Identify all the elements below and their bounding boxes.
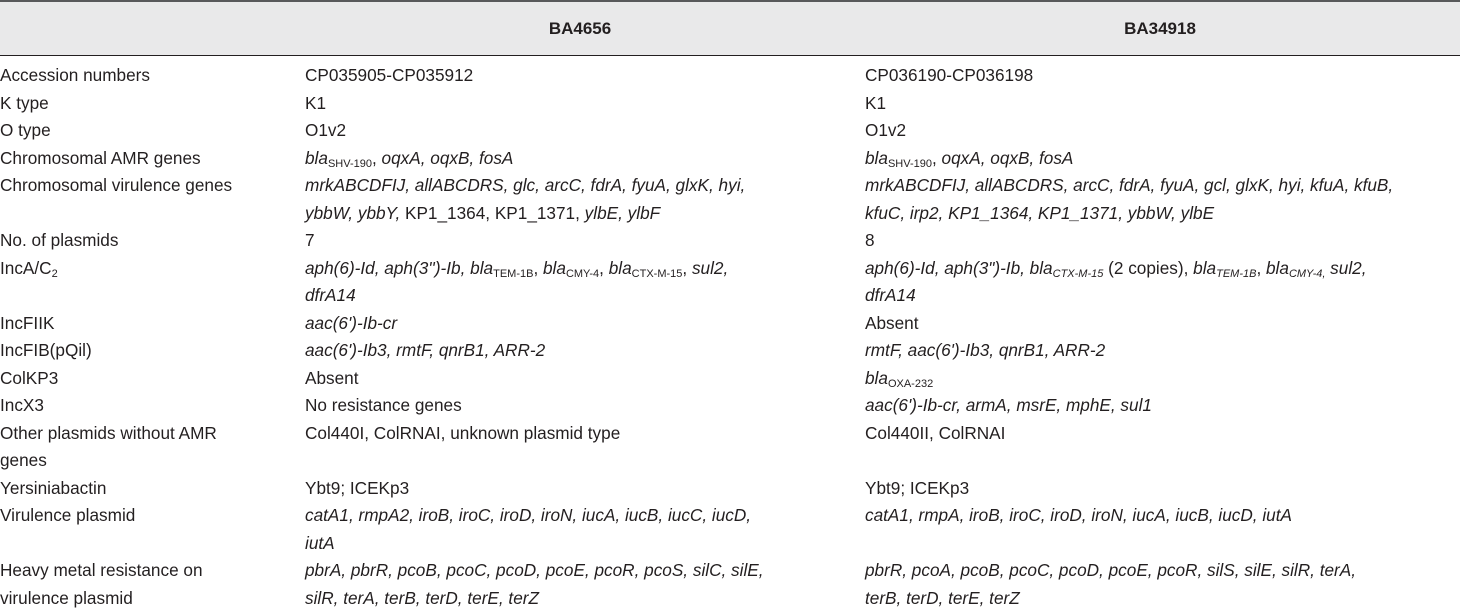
- cell-line: Chromosomal AMR genes: [0, 145, 290, 173]
- cell-text: 8: [865, 230, 875, 250]
- table-row: [0, 145, 1460, 173]
- cell-line: [305, 117, 850, 145]
- cell-strain-1: [305, 502, 850, 557]
- cell-strain-2: [865, 502, 1460, 530]
- cell-text: bla: [609, 258, 632, 278]
- cell-line: IncX3: [0, 392, 290, 420]
- cell-line: [865, 310, 1460, 338]
- cell-text: ,: [932, 148, 942, 168]
- cell-text: O1v2: [865, 120, 906, 140]
- cell-text: kfuC, irp2, KP1_1364, KP1_1371, ybbW, ylbE: [865, 203, 1214, 223]
- cell-text: sul2,: [692, 258, 728, 278]
- cell-line: [305, 255, 850, 283]
- subscript-text: CMY-4,: [1289, 268, 1325, 280]
- cell-text: No resistance genes: [305, 395, 462, 415]
- cell-line: [865, 62, 1460, 90]
- cell-line: [305, 392, 850, 420]
- cell-line: [865, 420, 1460, 448]
- cell-line: Heavy metal resistance on: [0, 557, 290, 585]
- cell-line: [305, 90, 850, 118]
- cell-text: Col440II, ColRNAI: [865, 423, 1005, 443]
- cell-line: [305, 282, 850, 310]
- cell-line: genes: [0, 447, 290, 475]
- cell-text: (2 copies),: [1103, 258, 1193, 278]
- cell-line: O type: [0, 117, 290, 145]
- cell-text: silR, terA, terB, terD, terE, terZ: [305, 588, 539, 608]
- cell-strain-2: [865, 310, 1460, 338]
- cell-line: [305, 585, 850, 612]
- cell-line: No. of plasmids: [0, 227, 290, 255]
- cell-line: [865, 227, 1460, 255]
- cell-text: IncA/C: [0, 258, 52, 278]
- subscript-text: SHV-190: [328, 158, 372, 170]
- table-header: [0, 0, 1460, 56]
- cell-text: bla: [865, 368, 888, 388]
- cell-line: [865, 90, 1460, 118]
- row-label: [0, 365, 290, 393]
- row-label: [0, 337, 290, 365]
- cell-strain-1: [305, 145, 850, 173]
- cell-line: Chromosomal virulence genes: [0, 172, 290, 200]
- table-row: [0, 557, 1460, 612]
- cell-strain-1: [305, 420, 850, 448]
- subscript-text: TEM-1B: [1216, 268, 1256, 280]
- subscript-text: OXA-232: [888, 378, 933, 390]
- cell-line: [305, 502, 850, 530]
- cell-text: aph(6)-Id, aph(3")-Ib, bla: [865, 258, 1053, 278]
- cell-text: bla: [305, 148, 328, 168]
- cell-text: Absent: [305, 368, 359, 388]
- row-label: [0, 117, 290, 145]
- cell-text: ylbE, ylbF: [585, 203, 660, 223]
- cell-line: [305, 420, 850, 448]
- cell-line: [865, 392, 1460, 420]
- cell-line: [305, 365, 850, 393]
- cell-text: oqxA, oqxB, fosA: [382, 148, 514, 168]
- cell-strain-2: [865, 337, 1460, 365]
- cell-line: [865, 172, 1460, 200]
- table-row: [0, 117, 1460, 145]
- cell-line: [305, 145, 850, 173]
- cell-text: catA1, rmpA, iroB, iroC, iroD, iroN, iucA, iucB, iucD, iutA: [865, 505, 1292, 525]
- table-row: [0, 365, 1460, 393]
- cell-text: oqxA, oqxB, fosA: [942, 148, 1074, 168]
- row-label: [0, 90, 290, 118]
- cell-strain-2: [865, 420, 1460, 448]
- cell-line: [865, 502, 1460, 530]
- cell-text: bla: [1266, 258, 1289, 278]
- cell-text: sul2,: [1325, 258, 1366, 278]
- cell-line: [305, 530, 850, 558]
- cell-strain-1: [305, 227, 850, 255]
- cell-strain-1: [305, 117, 850, 145]
- cell-line: [865, 585, 1460, 612]
- row-label: [0, 172, 290, 200]
- cell-line: [305, 310, 850, 338]
- cell-line: Yersiniabactin: [0, 475, 290, 503]
- cell-text: aac(6')-Ib-cr, armA, msrE, mphE, sul1: [865, 395, 1152, 415]
- cell-text: pbrR, pcoA, pcoB, pcoC, pcoD, pcoE, pcoR, silS, silE, silR, terA,: [865, 560, 1356, 580]
- cell-line: [865, 282, 1460, 310]
- table-row: [0, 475, 1460, 503]
- cell-text: Col440I, ColRNAI, unknown plasmid type: [305, 423, 620, 443]
- cell-text: aac(6')-Ib-cr: [305, 313, 397, 333]
- cell-text: K1: [305, 93, 326, 113]
- cell-line: [305, 200, 850, 228]
- row-label: [0, 475, 290, 503]
- subscript-text: CTX-M-15: [1053, 268, 1104, 280]
- cell-line: IncFIIK: [0, 310, 290, 338]
- cell-strain-1: [305, 90, 850, 118]
- cell-line: ColKP3: [0, 365, 290, 393]
- subscript-text: CMY-4: [566, 268, 599, 280]
- table-row: [0, 310, 1460, 338]
- cell-text: ,: [1256, 258, 1266, 278]
- cell-line: Accession numbers: [0, 62, 290, 90]
- cell-line: [305, 172, 850, 200]
- cell-line: [865, 475, 1460, 503]
- table-row: [0, 392, 1460, 420]
- cell-text: mrkABCDFIJ, allABCDRS, arcC, fdrA, fyuA, gcl, glxK, hyi, kfuA, kfuB,: [865, 175, 1393, 195]
- table-row: [0, 90, 1460, 118]
- cell-strain-2: [865, 117, 1460, 145]
- cell-line: [0, 255, 290, 283]
- table-row: [0, 420, 1460, 475]
- cell-strain-2: [865, 255, 1460, 310]
- cell-text: pbrA, pbrR, pcoB, pcoC, pcoD, pcoE, pcoR, pcoS, silC, silE,: [305, 560, 764, 580]
- cell-text: K1: [865, 93, 886, 113]
- cell-line: IncFIB(pQil): [0, 337, 290, 365]
- cell-strain-1: [305, 337, 850, 365]
- table-row: [0, 172, 1460, 227]
- cell-line: [865, 145, 1460, 173]
- cell-line: [865, 255, 1460, 283]
- cell-text: catA1, rmpA2, iroB, iroC, iroD, iroN, iucA, iucB, iucC, iucD,: [305, 505, 751, 525]
- cell-strain-2: [865, 90, 1460, 118]
- subscript-text: SHV-190: [888, 158, 932, 170]
- cell-text: ,: [682, 258, 692, 278]
- cell-text: aph(6)-Id, aph(3'')-Ib,: [305, 258, 470, 278]
- cell-strain-2: [865, 392, 1460, 420]
- cell-text: iutA: [305, 533, 335, 553]
- cell-strain-1: [305, 392, 850, 420]
- cell-line: Other plasmids without AMR: [0, 420, 290, 448]
- cell-line: [305, 227, 850, 255]
- cell-line: [305, 475, 850, 503]
- cell-text: ,: [533, 258, 543, 278]
- cell-text: O1v2: [305, 120, 346, 140]
- cell-strain-1: [305, 255, 850, 310]
- table-row: [0, 227, 1460, 255]
- row-label: [0, 502, 290, 530]
- cell-strain-2: [865, 557, 1460, 612]
- row-label: [0, 557, 290, 612]
- row-label: [0, 62, 290, 90]
- cell-text: ybbW, ybbY,: [305, 203, 405, 223]
- cell-text: CP036190-CP036198: [865, 65, 1033, 85]
- row-label: [0, 227, 290, 255]
- cell-strain-1: [305, 365, 850, 393]
- table-row: [0, 502, 1460, 557]
- cell-line: [865, 365, 1460, 393]
- cell-text: ,: [599, 258, 609, 278]
- cell-text: bla: [865, 148, 888, 168]
- cell-text: Ybt9; ICEKp3: [865, 478, 969, 498]
- cell-line: [305, 557, 850, 585]
- header-strain-1: BA4656: [300, 18, 860, 40]
- cell-line: [865, 337, 1460, 365]
- cell-text: KP1_1364, KP1_1371,: [405, 203, 585, 223]
- cell-strain-2: [865, 475, 1460, 503]
- cell-strain-1: [305, 172, 850, 227]
- cell-text: aac(6')-Ib3, rmtF, qnrB1, ARR-2: [305, 340, 545, 360]
- table-row: [0, 337, 1460, 365]
- cell-strain-1: [305, 557, 850, 612]
- cell-text: CP035905-CP035912: [305, 65, 473, 85]
- cell-line: [865, 200, 1460, 228]
- cell-text: 7: [305, 230, 315, 250]
- cell-text: terB, terD, terE, terZ: [865, 588, 1020, 608]
- cell-strain-1: [305, 475, 850, 503]
- cell-strain-2: [865, 145, 1460, 173]
- cell-strain-2: [865, 172, 1460, 227]
- table-row: [0, 62, 1460, 90]
- cell-text: dfrA14: [865, 285, 916, 305]
- cell-text: dfrA14: [305, 285, 356, 305]
- row-label: [0, 145, 290, 173]
- cell-strain-2: [865, 365, 1460, 393]
- cell-line: virulence plasmid: [0, 585, 290, 612]
- cell-text: bla: [470, 258, 493, 278]
- cell-text: mrkABCDFIJ, allABCDRS, glc, arcC, fdrA, fyuA, glxK, hyi,: [305, 175, 745, 195]
- row-label: [0, 310, 290, 338]
- subscript-text: 2: [52, 268, 58, 280]
- cell-line: K type: [0, 90, 290, 118]
- row-label: [0, 420, 290, 475]
- header-strain-2: BA34918: [860, 18, 1460, 40]
- cell-text: Absent: [865, 313, 919, 333]
- row-label: [0, 392, 290, 420]
- table-row: [0, 255, 1460, 310]
- cell-strain-2: [865, 227, 1460, 255]
- cell-strain-2: [865, 62, 1460, 90]
- cell-text: Ybt9; ICEKp3: [305, 478, 409, 498]
- cell-strain-1: [305, 62, 850, 90]
- subscript-text: CTX-M-15: [632, 268, 683, 280]
- row-label: [0, 255, 290, 283]
- cell-text: ,: [372, 148, 382, 168]
- cell-text: bla: [543, 258, 566, 278]
- cell-line: [865, 557, 1460, 585]
- cell-text: rmtF, aac(6')-Ib3, qnrB1, ARR-2: [865, 340, 1105, 360]
- cell-line: [865, 117, 1460, 145]
- cell-text: bla: [1193, 258, 1216, 278]
- cell-line: Virulence plasmid: [0, 502, 290, 530]
- cell-strain-1: [305, 310, 850, 338]
- cell-line: [305, 62, 850, 90]
- subscript-text: TEM-1B: [493, 268, 533, 280]
- cell-line: [305, 337, 850, 365]
